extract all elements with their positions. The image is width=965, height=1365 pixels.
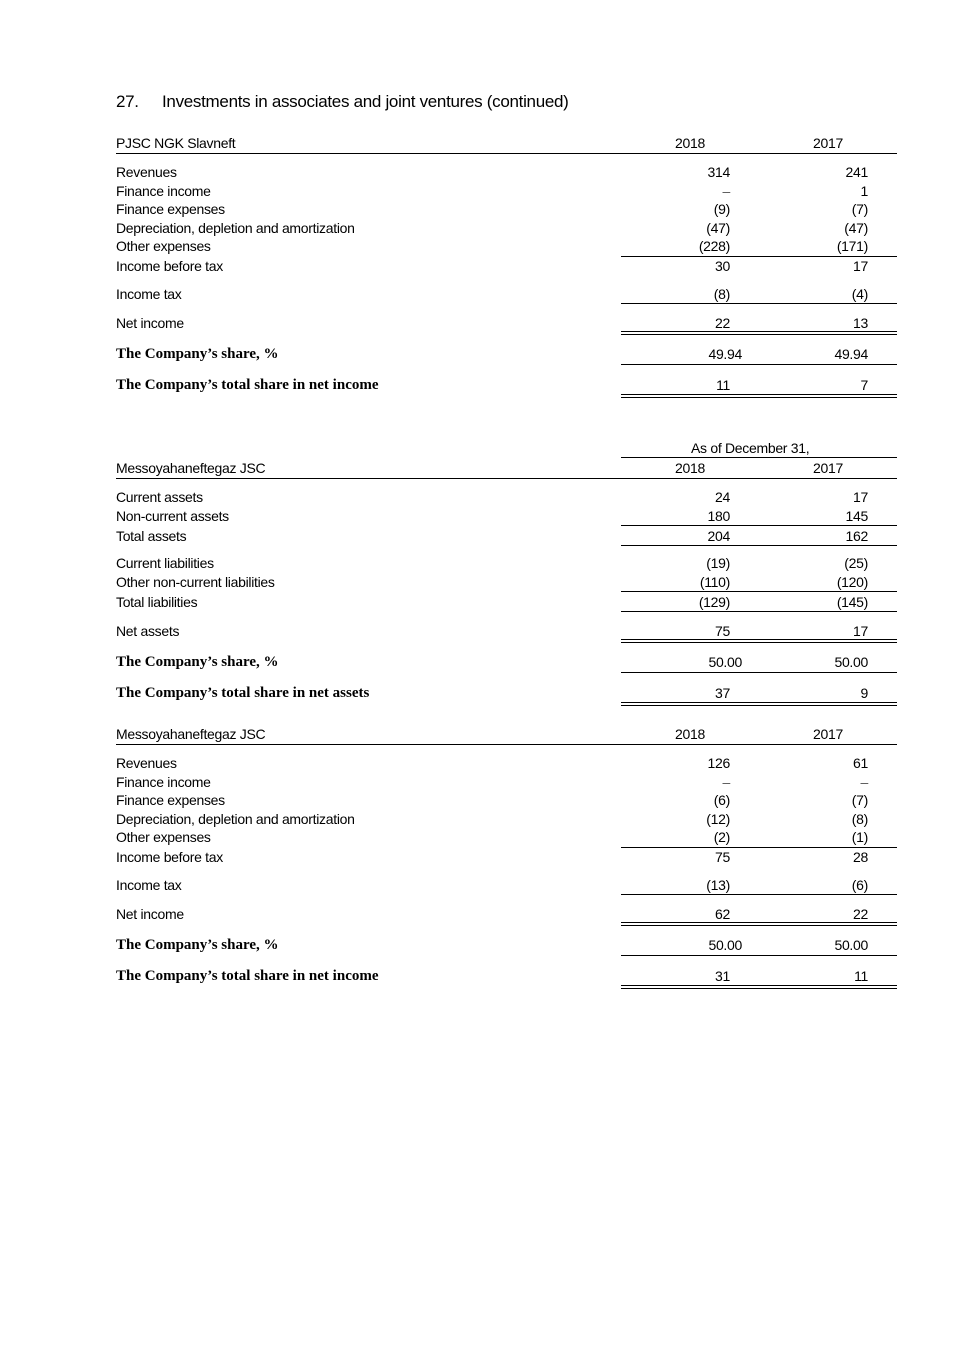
table1-col-2017: 2017 — [813, 135, 843, 151]
table2-header-rule — [116, 478, 897, 479]
table-row: The Company’s share, % 50.00 50.00 — [116, 654, 868, 670]
table1-col-2018: 2018 — [675, 135, 705, 151]
subtotal-rule — [621, 256, 897, 257]
table3-col-2017: 2017 — [813, 726, 843, 742]
table3-header — [116, 726, 897, 744]
table2-header — [116, 460, 897, 478]
table-row: Finance income – 1 — [116, 183, 868, 199]
table-row: Current assets 24 17 — [116, 489, 868, 505]
subtotal-rule — [621, 955, 897, 956]
table2-col-2018: 2018 — [675, 460, 705, 476]
table-row: Income tax (8) (4) — [116, 286, 868, 302]
table3-title: Messoyahaneftegaz JSC — [116, 726, 266, 742]
table-row: Non-current assets 180 145 — [116, 508, 868, 524]
double-rule — [621, 922, 897, 926]
table-row: Finance expenses (6) (7) — [116, 792, 868, 808]
subtotal-rule — [621, 672, 897, 673]
section-heading — [116, 92, 569, 112]
table-row: Income before tax 75 28 — [116, 849, 868, 865]
table-row: The Company’s total share in net assets 37 9 — [116, 685, 868, 701]
table-row: The Company’s total share in net income 11 7 — [116, 377, 868, 393]
table-row: Income before tax 30 17 — [116, 258, 868, 274]
table-row: Depreciation, depletion and amortization (47) (47) — [116, 220, 868, 236]
table-row: Revenues 314 241 — [116, 164, 868, 180]
table-row: Net income 62 22 — [116, 906, 868, 922]
table3-col-2018: 2018 — [675, 726, 705, 742]
double-rule — [621, 394, 897, 398]
subtotal-rule — [621, 545, 897, 546]
table-row: The Company’s total share in net income 31 11 — [116, 968, 868, 984]
table2-span-header: As of December 31, — [691, 440, 810, 456]
table-row: Total assets 204 162 — [116, 528, 868, 544]
table-row: Net income 22 13 — [116, 315, 868, 331]
subtotal-rule — [621, 847, 897, 848]
table-row: Revenues 126 61 — [116, 755, 868, 771]
double-rule — [621, 985, 897, 989]
subtotal-rule — [621, 303, 897, 304]
double-rule — [621, 639, 897, 643]
subtotal-rule — [621, 525, 897, 526]
table3-header-rule — [116, 744, 897, 745]
table-row: Other non-current liabilities (110) (120) — [116, 574, 868, 590]
span-header-rule — [621, 457, 897, 458]
subtotal-rule — [621, 894, 897, 895]
table-row: The Company’s share, % 50.00 50.00 — [116, 937, 868, 953]
table2-col-2017: 2017 — [813, 460, 843, 476]
table1-title: PJSC NGK Slavneft — [116, 135, 236, 151]
table-row: Total liabilities (129) (145) — [116, 594, 868, 610]
subtotal-rule — [621, 611, 897, 612]
table-row: Finance expenses (9) (7) — [116, 201, 868, 217]
table-row: Current liabilities (19) (25) — [116, 555, 868, 571]
table-row: Other expenses (228) (171) — [116, 238, 868, 254]
table1-header-rule — [116, 153, 897, 154]
table-row: Finance income – – — [116, 774, 868, 790]
table-row: The Company’s share, % 49.94 49.94 — [116, 346, 868, 362]
table-row: Other expenses (2) (1) — [116, 829, 868, 845]
subtotal-rule — [621, 364, 897, 365]
table-row: Depreciation, depletion and amortization (12) (8) — [116, 811, 868, 827]
table1-header — [116, 135, 897, 153]
double-rule — [621, 702, 897, 706]
subtotal-rule — [621, 591, 897, 592]
section-number: 27. — [116, 92, 139, 111]
double-rule — [621, 331, 897, 335]
section-title: Investments in associates and joint ventures (continued) — [162, 92, 569, 111]
table2-title: Messoyahaneftegaz JSC — [116, 460, 266, 476]
table-row: Net assets 75 17 — [116, 623, 868, 639]
table-row: Income tax (13) (6) — [116, 877, 868, 893]
